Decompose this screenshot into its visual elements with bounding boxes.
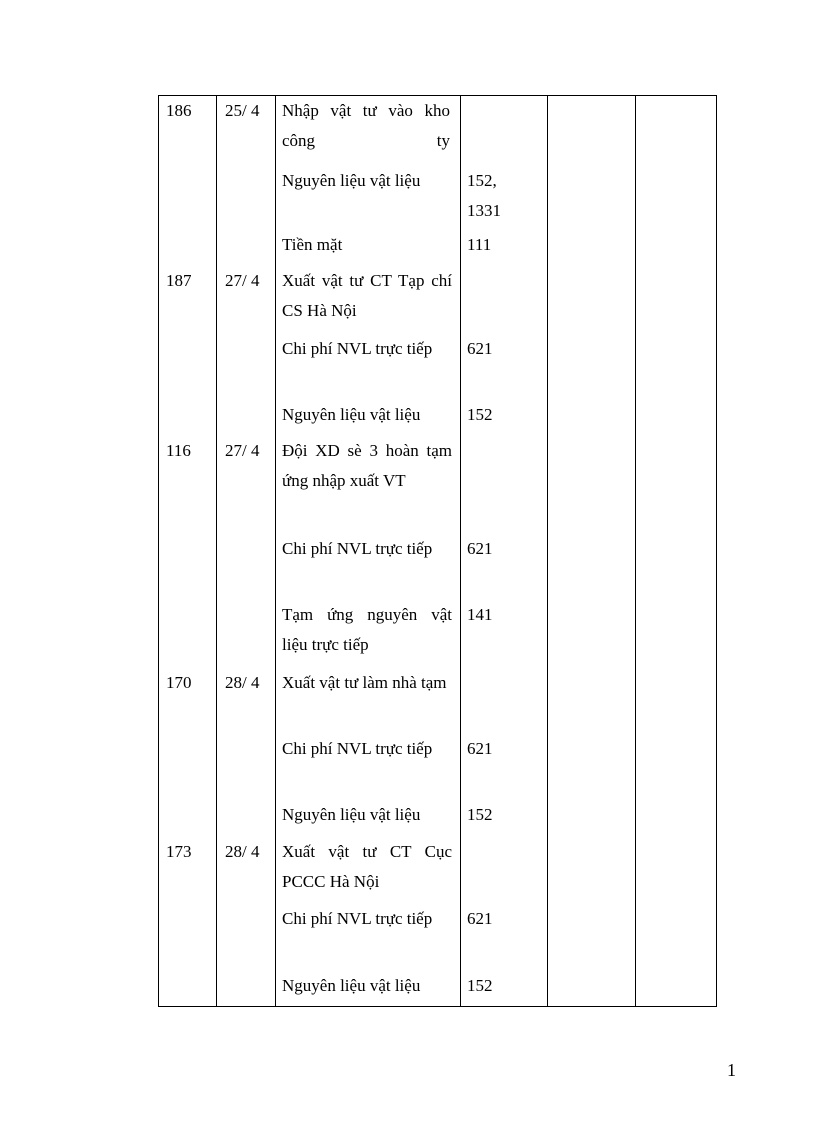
account-code: 621 bbox=[467, 539, 493, 558]
entry-date: 27/ 4 bbox=[225, 441, 260, 460]
column-divider bbox=[635, 96, 636, 1006]
document-number: 170 bbox=[166, 673, 192, 692]
entry-description: Xuất vật tư CT Cục PCCC Hà Nội bbox=[282, 842, 452, 891]
entry-date: 25/ 4 bbox=[225, 101, 260, 120]
entry-description: Nguyên liệu vật liệu bbox=[282, 171, 421, 190]
account-code: 152, 1331 bbox=[467, 171, 501, 220]
entry-description: Tiền mặt bbox=[282, 235, 343, 254]
entry-description: Chi phí NVL trực tiếp bbox=[282, 339, 433, 358]
entry-date: 27/ 4 bbox=[225, 271, 260, 290]
account-code: 152 bbox=[467, 805, 493, 824]
document-number: 173 bbox=[166, 842, 192, 861]
entry-description: Xuất vật tư CT Tạp chí CS Hà Nội bbox=[282, 271, 452, 320]
account-code: 621 bbox=[467, 909, 493, 928]
document-number: 186 bbox=[166, 101, 192, 120]
entry-description: Chi phí NVL trực tiếp bbox=[282, 909, 433, 928]
entry-date: 28/ 4 bbox=[225, 673, 260, 692]
account-code: 152 bbox=[467, 976, 493, 995]
entry-description: Nguyên liệu vật liệu bbox=[282, 405, 421, 424]
account-code: 152 bbox=[467, 405, 493, 424]
journal-table bbox=[158, 95, 717, 1007]
entry-description: Chi phí NVL trực tiếp bbox=[282, 739, 433, 758]
entry-date: 28/ 4 bbox=[225, 842, 260, 861]
entry-description: Nguyên liệu vật liệu bbox=[282, 805, 421, 824]
column-divider bbox=[216, 96, 217, 1006]
account-code: 621 bbox=[467, 739, 493, 758]
column-divider bbox=[275, 96, 276, 1006]
entry-description: Nguyên liệu vật liệu bbox=[282, 976, 421, 995]
entry-description: Nhập vật tư vào kho công ty bbox=[282, 101, 450, 150]
document-number: 187 bbox=[166, 271, 192, 290]
entry-description: Tạm ứng nguyên vật liệu trực tiếp bbox=[282, 605, 452, 654]
entry-description: Chi phí NVL trực tiếp bbox=[282, 539, 433, 558]
page-number: 1 bbox=[727, 1060, 736, 1080]
account-code: 111 bbox=[467, 235, 492, 254]
entry-description: Đội XD sè 3 hoàn tạm ứng nhập xuất VT bbox=[282, 441, 452, 490]
column-divider bbox=[547, 96, 548, 1006]
account-code: 621 bbox=[467, 339, 493, 358]
account-code: 141 bbox=[467, 605, 493, 624]
entry-description: Xuất vật tư làm nhà tạm bbox=[282, 673, 447, 692]
document-number: 116 bbox=[166, 441, 191, 460]
column-divider bbox=[460, 96, 461, 1006]
